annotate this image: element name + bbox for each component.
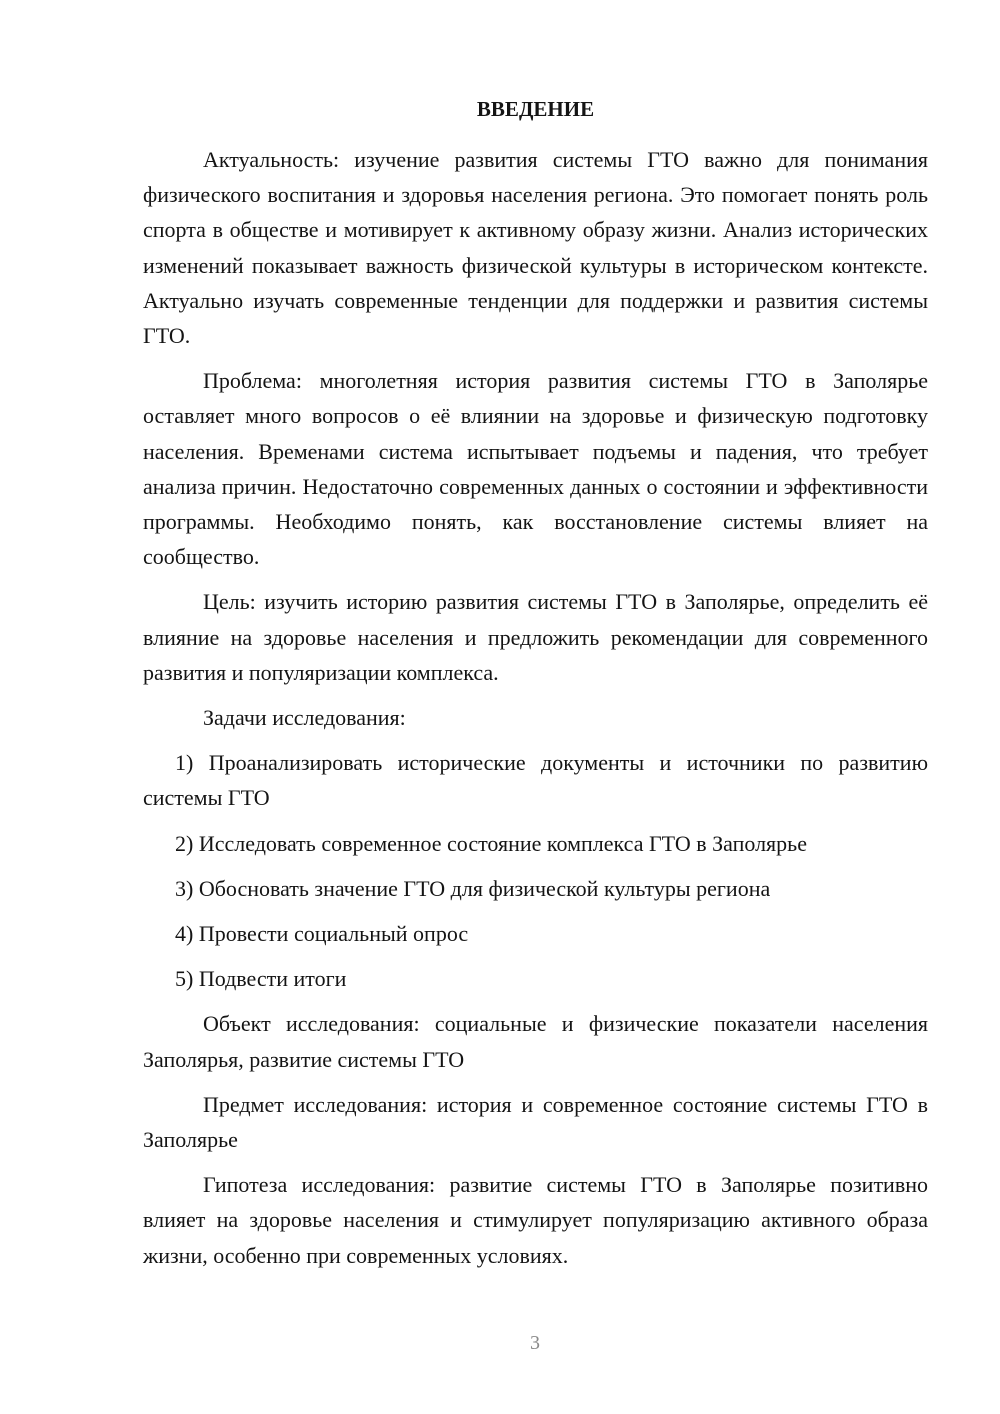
- task-item-3: 3) Обосновать значение ГТО для физической культуры региона: [175, 875, 771, 901]
- task-item-4: 4) Провести социальный опрос: [175, 921, 469, 947]
- paragraph-problem: Проблема: многолетняя история развития системы ГТО в Заполярье оставляет много вопросов о её влиянии на здоровье и физическую подготовку населения. Временами система испытывает подъемы и падения, что требует анализа причин. Недостаточно современных данных о состоянии и эффективности программы. Необходимо понять, как восстановление системы влияет на сообщество.: [143, 368, 928, 570]
- paragraph-subject: Предмет исследования: история и современное состояние системы ГТО в Заполярье: [143, 1091, 928, 1153]
- task-item-2: 2) Исследовать современное состояние комплекса ГТО в Заполярье: [175, 830, 807, 856]
- paragraph-object: Объект исследования: социальные и физические показатели населения Заполярья, развитие системы ГТО: [143, 1011, 928, 1072]
- page-number: 3: [530, 1332, 540, 1354]
- paragraph-hypothesis: Гипотеза исследования: развитие системы ГТО в Заполярье позитивно влияет на здоровье населения и стимулирует популяризацию активного образа жизни, особенно при современных условиях.: [143, 1172, 928, 1268]
- paragraph-relevance: Актуальность: изучение развития системы ГТО важно для понимания физического воспитания и здоровья населения региона. Это помогает понять роль спорта в обществе и мотивирует к активному образу жизни. Анализ исторических изменений показывает важность физической культуры в историческом контексте. Актуально изучать современные тенденции для поддержки и развития системы ГТО.: [143, 147, 928, 349]
- section-heading: ВВЕДЕНИЕ: [476, 97, 595, 121]
- task-item-1: 1) Проанализировать исторические документы и источники по развитию системы ГТО: [143, 750, 928, 811]
- tasks-heading: Задачи исследования:: [203, 705, 406, 731]
- document-page: [143, 92, 928, 1283]
- paragraph-goal: Цель: изучить историю развития системы ГТО в Заполярье, определить её влияние на здоровье населения и предложить рекомендации для современного развития и популяризации комплекса.: [143, 589, 928, 685]
- task-item-5: 5) Подвести итоги: [175, 966, 347, 992]
